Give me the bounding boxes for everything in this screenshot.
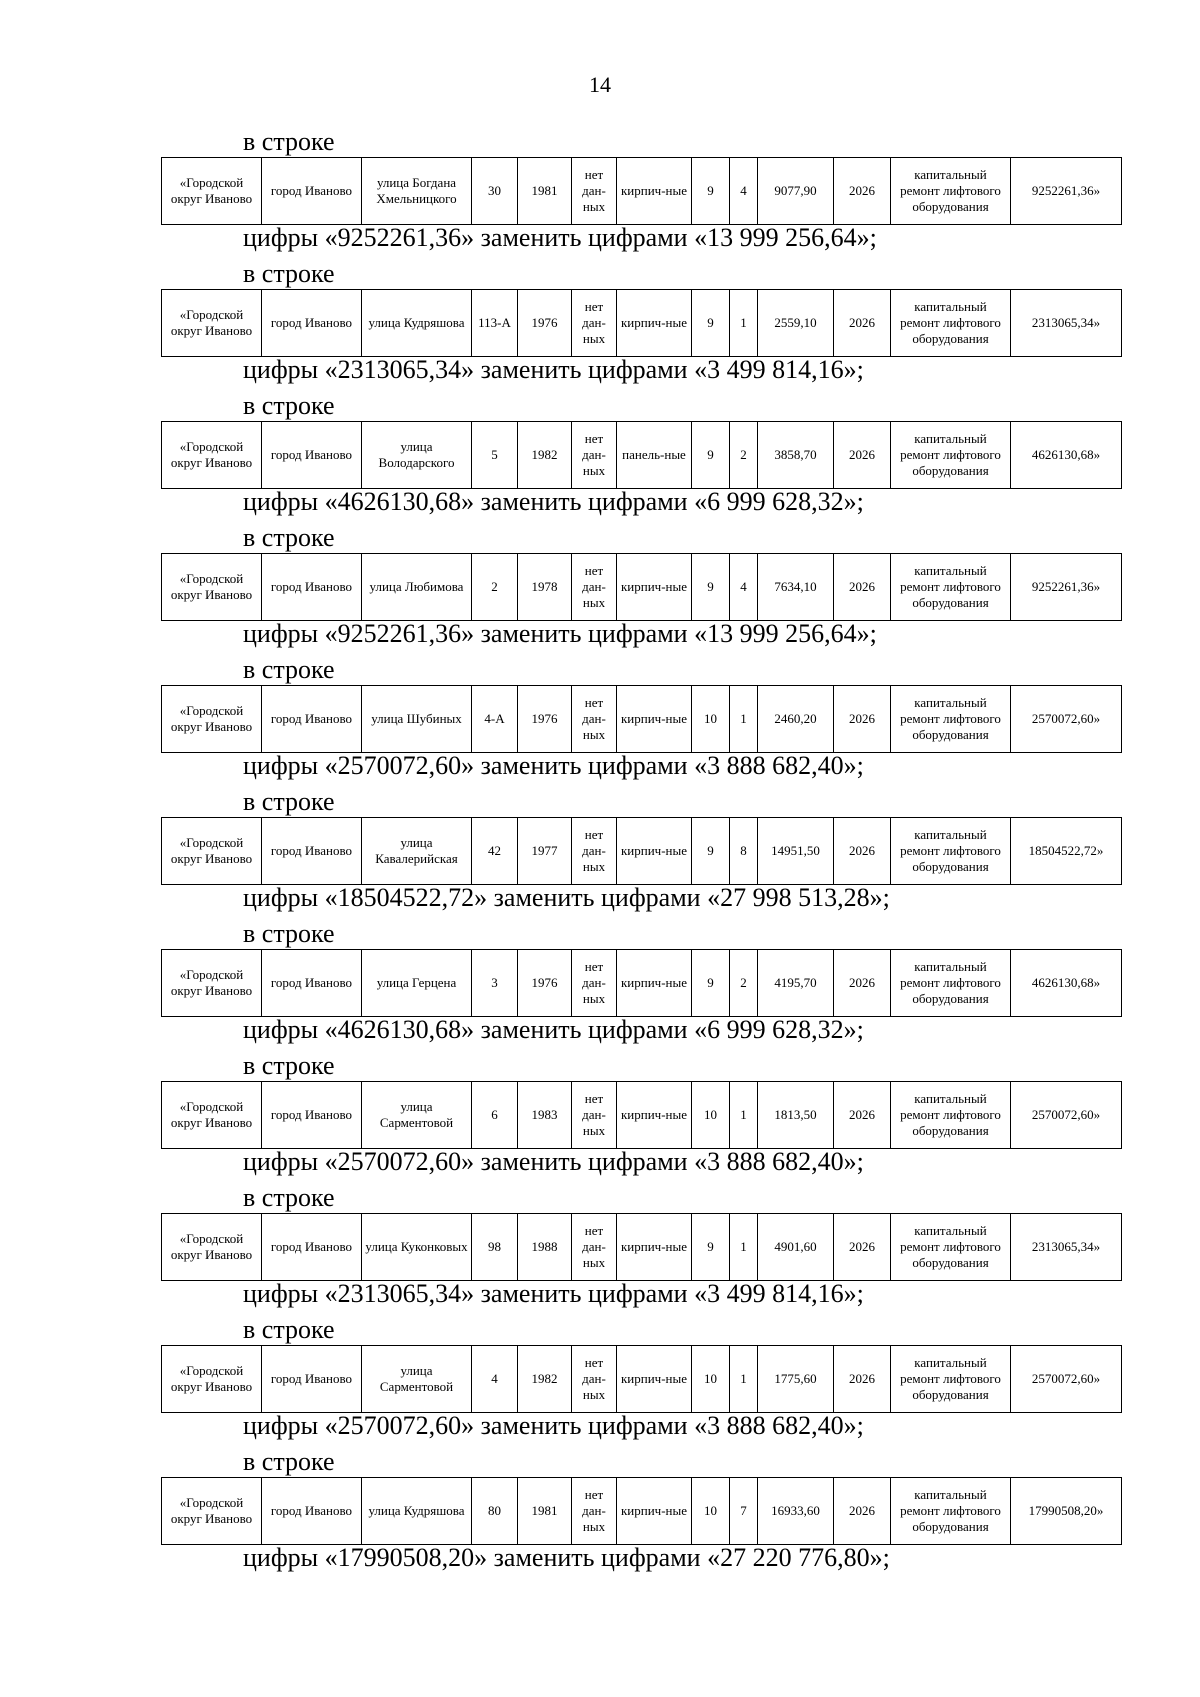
cell-municipality: «Городской округ Иваново xyxy=(162,554,262,621)
cell-area: 2460,20 xyxy=(758,686,834,753)
cell-cost: 9252261,36» xyxy=(1011,158,1122,225)
cell-material: кирпич-ные xyxy=(617,818,692,885)
cell-area: 7634,10 xyxy=(758,554,834,621)
cell-area: 4901,60 xyxy=(758,1214,834,1281)
cell-work: капитальный ремонт лифтового оборудования xyxy=(891,950,1011,1017)
cell-settlement: город Иваново xyxy=(262,950,362,1017)
cell-entrances: 8 xyxy=(730,818,758,885)
cell-floors: 9 xyxy=(692,158,730,225)
cell-house: 42 xyxy=(472,818,518,885)
cell-municipality: «Городской округ Иваново xyxy=(162,1214,262,1281)
cell-cost: 2570072,60» xyxy=(1011,1346,1122,1413)
cell-year: 1982 xyxy=(518,1346,572,1413)
cell-house: 80 xyxy=(472,1478,518,1545)
cell-material: кирпич-ные xyxy=(617,950,692,1017)
cell-material: кирпич-ные xyxy=(617,686,692,753)
cell-work: капитальный ремонт лифтового оборудования xyxy=(891,818,1011,885)
cell-plan-year: 2026 xyxy=(834,686,891,753)
amendment-block xyxy=(0,1313,1200,1445)
intro-text: в строке xyxy=(243,1447,335,1476)
address-table xyxy=(161,817,1122,885)
cell-settlement: город Иваново xyxy=(262,686,362,753)
cell-cost: 2570072,60» xyxy=(1011,686,1122,753)
cell-floors: 10 xyxy=(692,686,730,753)
address-table xyxy=(161,157,1122,225)
cell-house: 30 xyxy=(472,158,518,225)
cell-plan-year: 2026 xyxy=(834,1214,891,1281)
cell-settlement: город Иваново xyxy=(262,290,362,357)
table-row xyxy=(162,686,1122,753)
cell-floors: 9 xyxy=(692,290,730,357)
replacement-text: цифры «4626130,68» заменить цифрами «6 999 628,32»; xyxy=(243,1015,864,1044)
cell-material: кирпич-ные xyxy=(617,1346,692,1413)
replacement-text: цифры «2313065,34» заменить цифрами «3 499 814,16»; xyxy=(243,1279,864,1308)
cell-year: 1978 xyxy=(518,554,572,621)
cell-material: кирпич-ные xyxy=(617,1082,692,1149)
address-table xyxy=(161,1345,1122,1413)
intro-text: в строке xyxy=(243,391,335,420)
cell-area: 3858,70 xyxy=(758,422,834,489)
cell-work: капитальный ремонт лифтового оборудования xyxy=(891,1346,1011,1413)
cell-year: 1981 xyxy=(518,1478,572,1545)
table-row xyxy=(162,1478,1122,1545)
cell-work: капитальный ремонт лифтового оборудования xyxy=(891,158,1011,225)
table-row xyxy=(162,158,1122,225)
cell-data: нет дан-ных xyxy=(572,422,617,489)
cell-settlement: город Иваново xyxy=(262,1346,362,1413)
amendment-list xyxy=(0,125,1200,1577)
table-row xyxy=(162,1214,1122,1281)
cell-street: улица Сарментовой xyxy=(362,1346,472,1413)
address-table xyxy=(161,1213,1122,1281)
table-row xyxy=(162,1346,1122,1413)
address-table xyxy=(161,553,1122,621)
cell-street: улица Любимова xyxy=(362,554,472,621)
cell-entrances: 4 xyxy=(730,554,758,621)
cell-settlement: город Иваново xyxy=(262,1478,362,1545)
cell-material: кирпич-ные xyxy=(617,158,692,225)
cell-street: улица Сарментовой xyxy=(362,1082,472,1149)
table-row xyxy=(162,290,1122,357)
cell-floors: 9 xyxy=(692,818,730,885)
table-row xyxy=(162,422,1122,489)
amendment-block xyxy=(0,389,1200,521)
cell-year: 1976 xyxy=(518,290,572,357)
amendment-block xyxy=(0,125,1200,257)
cell-data: нет дан-ных xyxy=(572,950,617,1017)
cell-house: 113-А xyxy=(472,290,518,357)
cell-cost: 2570072,60» xyxy=(1011,1082,1122,1149)
address-table xyxy=(161,1081,1122,1149)
cell-municipality: «Городской округ Иваново xyxy=(162,686,262,753)
cell-material: кирпич-ные xyxy=(617,1214,692,1281)
table-row xyxy=(162,950,1122,1017)
cell-work: капитальный ремонт лифтового оборудования xyxy=(891,1214,1011,1281)
cell-data: нет дан-ных xyxy=(572,686,617,753)
cell-plan-year: 2026 xyxy=(834,1478,891,1545)
intro-text: в строке xyxy=(243,1315,335,1344)
cell-data: нет дан-ных xyxy=(572,290,617,357)
cell-settlement: город Иваново xyxy=(262,158,362,225)
cell-material: кирпич-ные xyxy=(617,290,692,357)
cell-cost: 4626130,68» xyxy=(1011,950,1122,1017)
address-table xyxy=(161,421,1122,489)
cell-floors: 9 xyxy=(692,1214,730,1281)
cell-plan-year: 2026 xyxy=(834,554,891,621)
address-table xyxy=(161,949,1122,1017)
cell-settlement: город Иваново xyxy=(262,1214,362,1281)
cell-data: нет дан-ных xyxy=(572,158,617,225)
cell-municipality: «Городской округ Иваново xyxy=(162,422,262,489)
cell-street: улица Шубиных xyxy=(362,686,472,753)
cell-plan-year: 2026 xyxy=(834,290,891,357)
replacement-text: цифры «9252261,36» заменить цифрами «13 999 256,64»; xyxy=(243,619,877,648)
cell-municipality: «Городской округ Иваново xyxy=(162,818,262,885)
cell-work: капитальный ремонт лифтового оборудования xyxy=(891,1082,1011,1149)
cell-work: капитальный ремонт лифтового оборудования xyxy=(891,1478,1011,1545)
cell-cost: 9252261,36» xyxy=(1011,554,1122,621)
cell-entrances: 1 xyxy=(730,290,758,357)
cell-plan-year: 2026 xyxy=(834,422,891,489)
cell-street: улица Куконковых xyxy=(362,1214,472,1281)
cell-street: улица Герцена xyxy=(362,950,472,1017)
cell-street: улица Кудряшова xyxy=(362,290,472,357)
cell-data: нет дан-ных xyxy=(572,554,617,621)
cell-area: 2559,10 xyxy=(758,290,834,357)
replacement-text: цифры «2570072,60» заменить цифрами «3 888 682,40»; xyxy=(243,1411,864,1440)
cell-entrances: 4 xyxy=(730,158,758,225)
table-row xyxy=(162,818,1122,885)
replacement-text: цифры «9252261,36» заменить цифрами «13 999 256,64»; xyxy=(243,223,877,252)
cell-plan-year: 2026 xyxy=(834,1346,891,1413)
amendment-block xyxy=(0,1445,1200,1577)
cell-entrances: 1 xyxy=(730,1082,758,1149)
amendment-block xyxy=(0,653,1200,785)
cell-data: нет дан-ных xyxy=(572,1478,617,1545)
cell-work: капитальный ремонт лифтового оборудования xyxy=(891,290,1011,357)
cell-area: 4195,70 xyxy=(758,950,834,1017)
cell-settlement: город Иваново xyxy=(262,554,362,621)
cell-material: кирпич-ные xyxy=(617,1478,692,1545)
cell-entrances: 7 xyxy=(730,1478,758,1545)
cell-year: 1977 xyxy=(518,818,572,885)
cell-entrances: 2 xyxy=(730,422,758,489)
replacement-text: цифры «2570072,60» заменить цифрами «3 888 682,40»; xyxy=(243,1147,864,1176)
address-table xyxy=(161,289,1122,357)
replacement-text: цифры «4626130,68» заменить цифрами «6 999 628,32»; xyxy=(243,487,864,516)
cell-year: 1988 xyxy=(518,1214,572,1281)
amendment-block xyxy=(0,521,1200,653)
cell-house: 3 xyxy=(472,950,518,1017)
intro-text: в строке xyxy=(243,655,335,684)
intro-text: в строке xyxy=(243,1183,335,1212)
cell-settlement: город Иваново xyxy=(262,1082,362,1149)
cell-plan-year: 2026 xyxy=(834,818,891,885)
page-number: 14 xyxy=(589,72,611,97)
cell-street: улица Володарского xyxy=(362,422,472,489)
replacement-text: цифры «17990508,20» заменить цифрами «27 220 776,80»; xyxy=(243,1543,890,1572)
cell-floors: 9 xyxy=(692,554,730,621)
cell-floors: 10 xyxy=(692,1478,730,1545)
cell-house: 98 xyxy=(472,1214,518,1281)
cell-house: 4 xyxy=(472,1346,518,1413)
cell-cost: 17990508,20» xyxy=(1011,1478,1122,1545)
cell-municipality: «Городской округ Иваново xyxy=(162,290,262,357)
cell-entrances: 2 xyxy=(730,950,758,1017)
cell-data: нет дан-ных xyxy=(572,1082,617,1149)
cell-entrances: 1 xyxy=(730,1214,758,1281)
cell-entrances: 1 xyxy=(730,686,758,753)
cell-data: нет дан-ных xyxy=(572,1214,617,1281)
cell-floors: 10 xyxy=(692,1346,730,1413)
cell-work: капитальный ремонт лифтового оборудования xyxy=(891,554,1011,621)
cell-year: 1983 xyxy=(518,1082,572,1149)
table-row xyxy=(162,1082,1122,1149)
cell-settlement: город Иваново xyxy=(262,422,362,489)
cell-year: 1981 xyxy=(518,158,572,225)
cell-street: улица Кавалерийская xyxy=(362,818,472,885)
replacement-text: цифры «2313065,34» заменить цифрами «3 499 814,16»; xyxy=(243,355,864,384)
cell-house: 5 xyxy=(472,422,518,489)
cell-street: улица Богдана Хмельницкого xyxy=(362,158,472,225)
intro-text: в строке xyxy=(243,259,335,288)
cell-plan-year: 2026 xyxy=(834,1082,891,1149)
cell-floors: 9 xyxy=(692,950,730,1017)
intro-text: в строке xyxy=(243,787,335,816)
intro-text: в строке xyxy=(243,919,335,948)
cell-municipality: «Городской округ Иваново xyxy=(162,158,262,225)
address-table xyxy=(161,685,1122,753)
table-row xyxy=(162,554,1122,621)
intro-text: в строке xyxy=(243,523,335,552)
cell-municipality: «Городской округ Иваново xyxy=(162,950,262,1017)
cell-street: улица Кудряшова xyxy=(362,1478,472,1545)
amendment-block xyxy=(0,257,1200,389)
cell-area: 1775,60 xyxy=(758,1346,834,1413)
cell-work: капитальный ремонт лифтового оборудования xyxy=(891,686,1011,753)
cell-plan-year: 2026 xyxy=(834,158,891,225)
cell-municipality: «Городской округ Иваново xyxy=(162,1346,262,1413)
address-table xyxy=(161,1477,1122,1545)
cell-settlement: город Иваново xyxy=(262,818,362,885)
amendment-block xyxy=(0,917,1200,1049)
cell-municipality: «Городской округ Иваново xyxy=(162,1478,262,1545)
cell-data: нет дан-ных xyxy=(572,1346,617,1413)
cell-area: 16933,60 xyxy=(758,1478,834,1545)
cell-municipality: «Городской округ Иваново xyxy=(162,1082,262,1149)
amendment-block xyxy=(0,1049,1200,1181)
cell-entrances: 1 xyxy=(730,1346,758,1413)
cell-work: капитальный ремонт лифтового оборудования xyxy=(891,422,1011,489)
cell-house: 2 xyxy=(472,554,518,621)
cell-plan-year: 2026 xyxy=(834,950,891,1017)
cell-material: кирпич-ные xyxy=(617,554,692,621)
cell-area: 14951,50 xyxy=(758,818,834,885)
cell-cost: 2313065,34» xyxy=(1011,1214,1122,1281)
cell-data: нет дан-ных xyxy=(572,818,617,885)
cell-year: 1976 xyxy=(518,686,572,753)
cell-cost: 18504522,72» xyxy=(1011,818,1122,885)
amendment-block xyxy=(0,785,1200,917)
cell-year: 1976 xyxy=(518,950,572,1017)
replacement-text: цифры «2570072,60» заменить цифрами «3 888 682,40»; xyxy=(243,751,864,780)
cell-house: 6 xyxy=(472,1082,518,1149)
cell-area: 9077,90 xyxy=(758,158,834,225)
cell-material: панель-ные xyxy=(617,422,692,489)
cell-floors: 10 xyxy=(692,1082,730,1149)
replacement-text: цифры «18504522,72» заменить цифрами «27 998 513,28»; xyxy=(243,883,890,912)
intro-text: в строке xyxy=(243,127,335,156)
cell-cost: 2313065,34» xyxy=(1011,290,1122,357)
cell-floors: 9 xyxy=(692,422,730,489)
cell-cost: 4626130,68» xyxy=(1011,422,1122,489)
cell-house: 4-А xyxy=(472,686,518,753)
cell-area: 1813,50 xyxy=(758,1082,834,1149)
amendment-block xyxy=(0,1181,1200,1313)
cell-year: 1982 xyxy=(518,422,572,489)
intro-text: в строке xyxy=(243,1051,335,1080)
